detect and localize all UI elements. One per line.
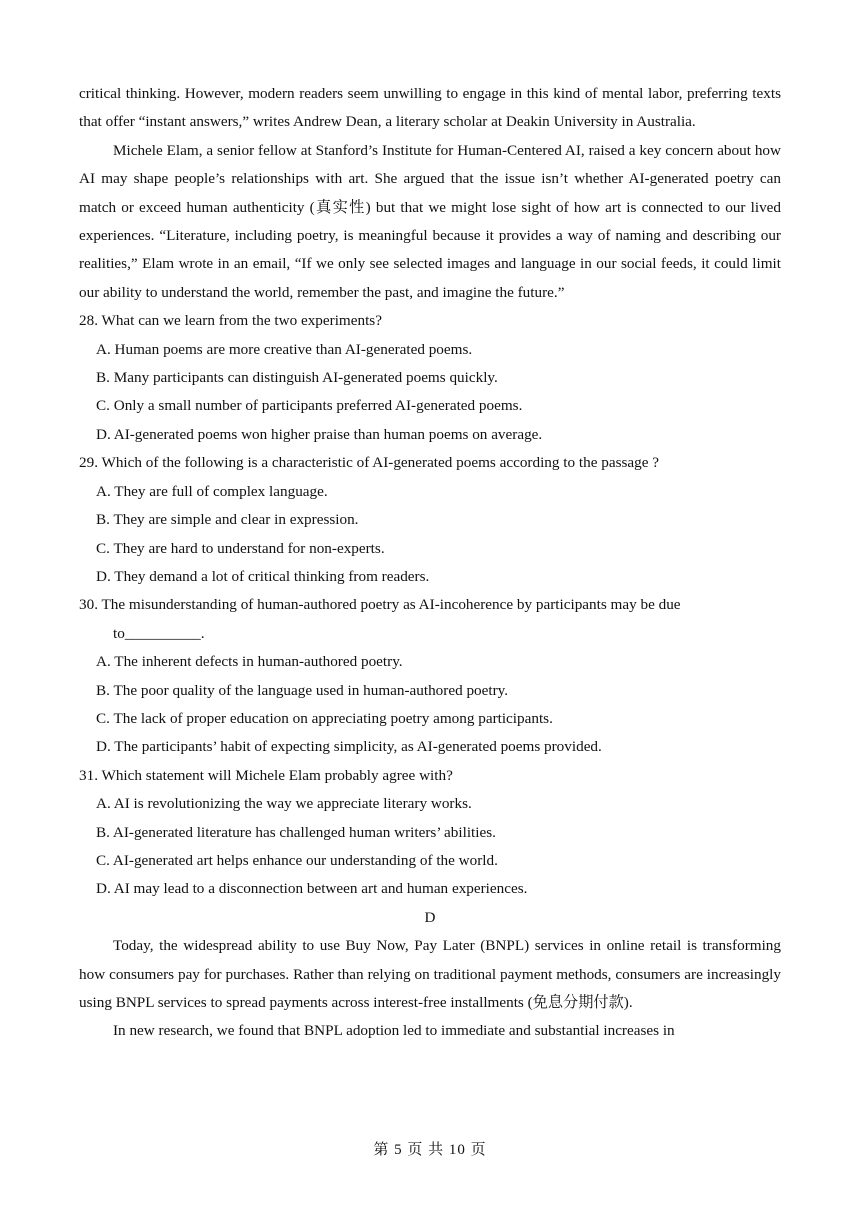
question-29-options: [79, 478, 781, 592]
question-28: [79, 307, 781, 449]
question-29-option-d: D. They demand a lot of critical thinking from readers.: [96, 567, 430, 585]
question-28-options: [79, 336, 781, 450]
question-30-option-a: A. The inherent defects in human-authored poetry.: [96, 653, 403, 671]
question-29-stem: 29. Which of the following is a characteristic of AI-generated poems according to the passage ?: [79, 454, 660, 472]
question-28-option-b: B. Many participants can distinguish AI-generated poems quickly.: [96, 369, 498, 387]
question-31-option-a: A. AI is revolutionizing the way we appreciate literary works.: [96, 795, 472, 813]
passage-c-paragraph-2: Michele Elam, a senior fellow at Stanford’s Institute for Human-Centered AI, raised a key concern about how AI may shape people’s relationships with art. She argued that the issue isn’t whether AI-generated poetry can match or exceed human authenticity (真实性) but that we might lose sight of how art is connected to our lived experiences. “Literature, including poetry, is meaningful because it provides a way of naming and describing our realities,” Elam wrote in an email, “If we only see selected images and language in our social feeds, it could limit our ability to understand the world, remember the past, and imagine the future.”: [79, 141, 781, 301]
question-31-options: [79, 790, 781, 904]
question-31-option-b: B. AI-generated literature has challenged human writers’ abilities.: [96, 823, 496, 841]
section-d-heading: D: [424, 908, 436, 926]
page-content: [79, 80, 781, 1046]
question-28-option-d: D. AI-generated poems won higher praise than human poems on average.: [96, 425, 543, 443]
question-29: [79, 449, 781, 591]
page-number-footer: 第 5 页 共 10 页: [373, 1142, 487, 1158]
question-30-blank: to__________.: [113, 624, 205, 642]
question-30: [79, 591, 781, 761]
question-28-stem: 28. What can we learn from the two experiments?: [79, 312, 382, 330]
question-29-option-c: C. They are hard to understand for non-experts.: [96, 539, 385, 557]
question-29-option-b: B. They are simple and clear in expression.: [96, 511, 359, 529]
section-d-paragraph-1: Today, the widespread ability to use Buy Now, Pay Later (BNPL) services in online retail is transforming how consumers pay for purchases. Rather than relying on traditional payment methods, consumers are increasingly using BNPL services to spread payments across interest-free installments (免息分期付款).: [79, 937, 781, 1011]
question-31: [79, 762, 781, 904]
question-28-option-c: C. Only a small number of participants preferred AI-generated poems.: [96, 397, 523, 415]
question-31-stem: 31. Which statement will Michele Elam probably agree with?: [79, 766, 453, 784]
section-d-paragraph-2: In new research, we found that BNPL adoption led to immediate and substantial increases in: [113, 1022, 675, 1040]
question-30-option-b: B. The poor quality of the language used in human-authored poetry.: [96, 681, 509, 699]
question-30-options: [79, 648, 781, 762]
question-28-option-a: A. Human poems are more creative than AI-generated poems.: [96, 340, 473, 358]
passage-c-paragraph-1: critical thinking. However, modern readers seem unwilling to engage in this kind of mental labor, preferring texts that offer “instant answers,” writes Andrew Dean, a literary scholar at Deakin University in Australia.: [79, 85, 781, 131]
question-30-option-c: C. The lack of proper education on appreciating poetry among participants.: [96, 709, 553, 727]
question-29-option-a: A. They are full of complex language.: [96, 482, 328, 500]
question-31-option-d: D. AI may lead to a disconnection between art and human experiences.: [96, 880, 528, 898]
question-31-option-c: C. AI-generated art helps enhance our understanding of the world.: [96, 851, 498, 869]
question-30-option-d: D. The participants’ habit of expecting simplicity, as AI-generated poems provided.: [96, 738, 602, 756]
question-30-stem: 30. The misunderstanding of human-authored poetry as AI-incoherence by participants may be due: [79, 596, 681, 614]
